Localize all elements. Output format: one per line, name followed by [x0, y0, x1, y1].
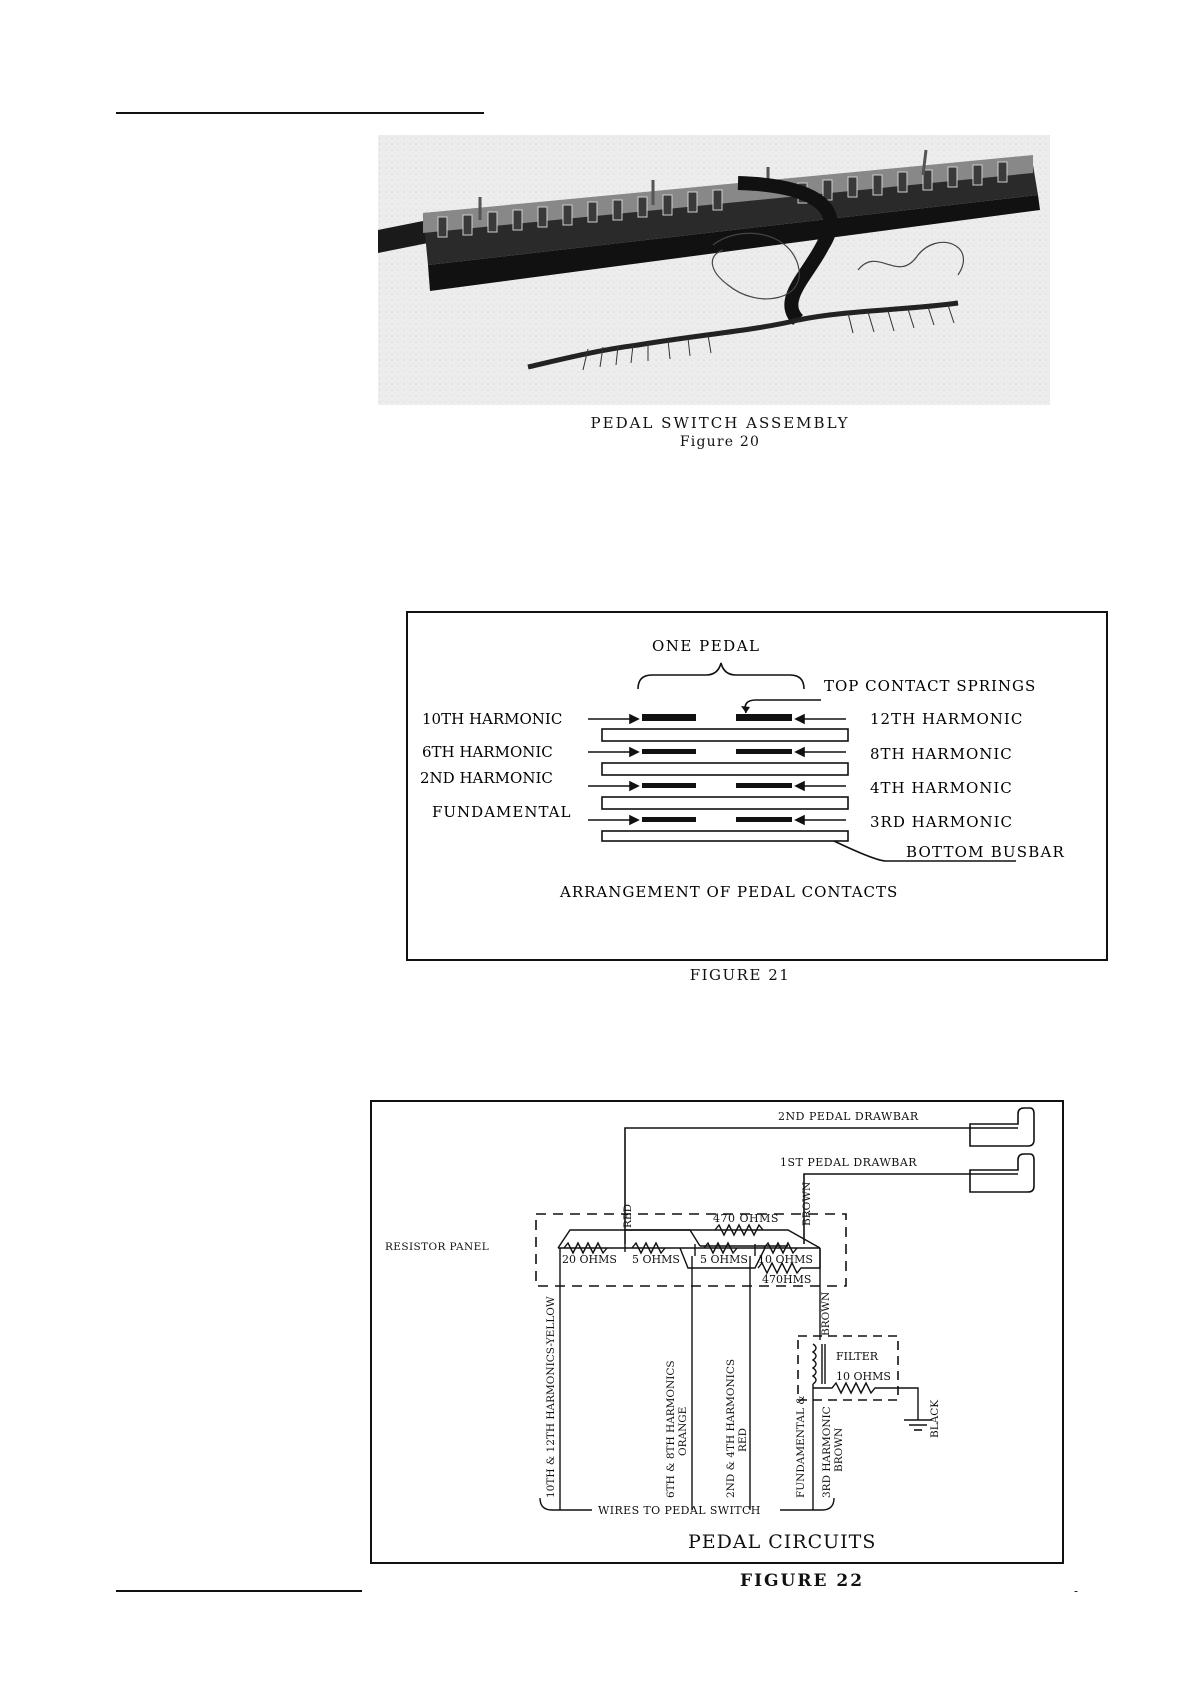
label-12th-harmonic: 12TH HARMONIC: [870, 710, 1024, 728]
label-filter: FILTER: [836, 1350, 879, 1363]
bottom-rule: [116, 1590, 362, 1592]
label-10-ohms-filter: 10 OHMS: [836, 1370, 891, 1383]
label-brown-mid: BROWN: [820, 1291, 832, 1336]
label-wire-orange: ORANGE: [677, 1406, 689, 1456]
figure20-caption-number: Figure 20: [679, 434, 761, 450]
label-wire-10th-12th: 10TH & 12TH HARMONICS-YELLOW: [545, 1296, 557, 1498]
label-resistor-panel: RESISTOR PANEL: [385, 1241, 490, 1253]
label-5-ohms-a: 5 OHMS: [632, 1253, 680, 1266]
figure21-title: ARRANGEMENT OF PEDAL CONTACTS: [560, 883, 899, 901]
figure21-caption: FIGURE 21: [689, 966, 791, 984]
figure22-caption: FIGURE 22: [740, 1571, 865, 1591]
label-8th-harmonic: 8TH HARMONIC: [870, 745, 1013, 763]
label-wire-2nd-4th: 2ND & 4TH HARMONICS: [725, 1358, 737, 1498]
label-wire-6th-8th: 6TH & 8TH HARMONICS: [665, 1360, 677, 1498]
label-5-ohms-b: 5 OHMS: [700, 1253, 748, 1266]
pedal-switch-assembly-photo: [378, 135, 1050, 405]
label-2nd-harmonic: 2ND HARMONIC: [420, 769, 553, 787]
label-red-top: RED: [622, 1204, 634, 1228]
label-6th-harmonic: 6TH HARMONIC: [422, 743, 553, 761]
label-470-ohms-bottom: 470HMS: [762, 1273, 812, 1286]
label-one-pedal: ONE PEDAL: [652, 637, 761, 655]
label-470-ohms-top: 470 OHMS: [713, 1212, 779, 1225]
figure22-title: PEDAL CIRCUITS: [688, 1531, 877, 1553]
label-2nd-pedal-drawbar: 2ND PEDAL DRAWBAR: [778, 1110, 919, 1123]
label-wires-to-pedal-switch: WIRES TO PEDAL SWITCH: [598, 1504, 761, 1517]
label-wire-fundamental: FUNDAMENTAL &: [795, 1395, 807, 1498]
label-brown-top: BROWN: [801, 1181, 813, 1226]
label-3rd-harmonic: 3RD HARMONIC: [870, 813, 1014, 831]
label-wire-brown: BROWN: [833, 1427, 845, 1472]
page-mark: -: [1074, 1584, 1079, 1598]
label-1st-pedal-drawbar: 1ST PEDAL DRAWBAR: [780, 1156, 918, 1169]
label-10th-harmonic: 10TH HARMONIC: [422, 710, 563, 728]
label-wire-red: RED: [737, 1428, 749, 1452]
label-4th-harmonic: 4TH HARMONIC: [870, 779, 1013, 797]
label-top-contact-springs: TOP CONTACT SPRINGS: [824, 677, 1037, 695]
top-rule: [116, 112, 484, 114]
label-bottom-busbar: BOTTOM BUSBAR: [906, 843, 1066, 861]
label-fundamental: FUNDAMENTAL: [432, 803, 572, 821]
label-20-ohms: 20 OHMS: [562, 1253, 617, 1266]
label-black: BLACK: [929, 1399, 941, 1438]
label-10-ohms: 10 OHMS: [758, 1253, 813, 1266]
label-wire-3rd-harmonic: 3RD HARMONIC: [821, 1406, 833, 1498]
figure21-pedal-contacts-diagram: [406, 611, 1108, 961]
figure20-caption-title: PEDAL SWITCH ASSEMBLY: [590, 414, 850, 432]
figure22-pedal-circuits-diagram: [370, 1100, 1064, 1564]
